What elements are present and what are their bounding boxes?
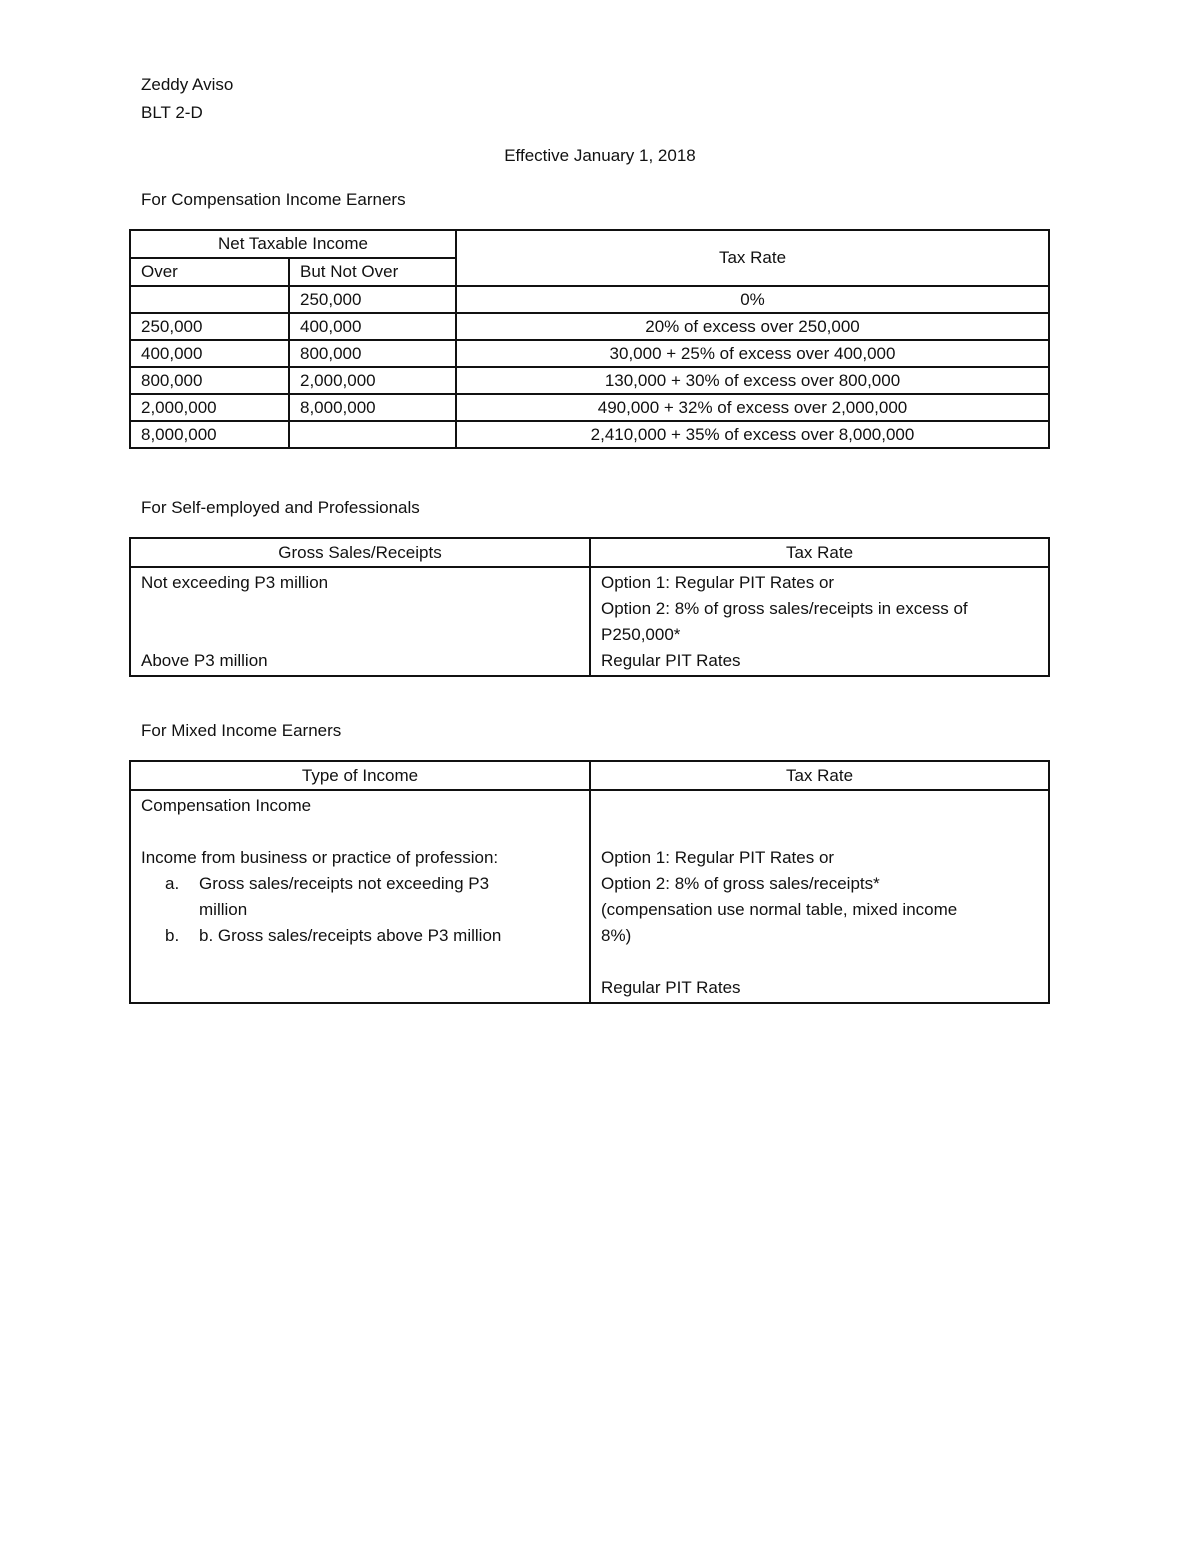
tax-rate-header: Tax Rate	[456, 230, 1049, 286]
item-a-text: Gross sales/receipts not exceeding P3	[199, 874, 490, 893]
item-a-text-cont: million	[199, 900, 248, 919]
compensation-section-title: For Compensation Income Earners	[141, 190, 406, 209]
compensation-note-cont: 8%)	[601, 926, 632, 945]
not-over-cell: 2,000,000	[289, 367, 456, 394]
type-of-income-cell	[130, 790, 590, 1003]
table-row	[130, 394, 1049, 421]
net-taxable-income-header: Net Taxable Income	[130, 230, 456, 258]
rate-cell: 20% of excess over 250,000	[456, 313, 1049, 340]
effective-date: Effective January 1, 2018	[504, 146, 696, 165]
compensation-note: (compensation use normal table, mixed income	[601, 900, 958, 919]
item-b-text: b. Gross sales/receipts above P3 million	[199, 926, 502, 945]
list-item	[141, 923, 579, 949]
table-row	[130, 421, 1049, 448]
over-cell: 400,000	[130, 340, 289, 367]
not-exceeding-3m: Not exceeding P3 million	[141, 573, 329, 592]
table-row	[130, 340, 1049, 367]
tax-rate-cell	[590, 567, 1049, 676]
over-cell: 2,000,000	[130, 394, 289, 421]
over-header: Over	[130, 258, 289, 286]
tax-rate-header: Tax Rate	[590, 538, 1049, 567]
mixed-tax-table	[129, 760, 1050, 1004]
over-cell: 250,000	[130, 313, 289, 340]
option-1-text: Option 1: Regular PIT Rates or	[601, 848, 835, 867]
author-name: Zeddy Aviso	[141, 75, 234, 94]
rate-cell: 0%	[456, 286, 1049, 313]
gross-sales-cell	[130, 567, 590, 676]
above-3m: Above P3 million	[141, 651, 268, 670]
mixed-body-row	[130, 790, 1049, 1003]
mixed-header-row	[130, 761, 1049, 790]
not-over-cell: 8,000,000	[289, 394, 456, 421]
self-employed-header-row	[130, 538, 1049, 567]
table-row	[130, 286, 1049, 313]
over-cell	[130, 286, 289, 313]
compensation-header-row	[130, 230, 1049, 258]
self-employed-body-row	[130, 567, 1049, 676]
but-not-over-header: But Not Over	[289, 258, 456, 286]
mixed-tax-rate-cell	[590, 790, 1049, 1003]
self-employed-tax-table	[129, 537, 1050, 677]
rate-cell: 2,410,000 + 35% of excess over 8,000,000	[456, 421, 1049, 448]
regular-pit-rates: Regular PIT Rates	[601, 978, 741, 997]
rate-cell: 130,000 + 30% of excess over 800,000	[456, 367, 1049, 394]
regular-pit-rates: Regular PIT Rates	[601, 651, 741, 670]
option-2-text: Option 2: 8% of gross sales/receipts*	[601, 874, 880, 893]
compensation-income-label: Compensation Income	[141, 796, 312, 815]
rate-cell: 490,000 + 32% of excess over 2,000,000	[456, 394, 1049, 421]
rate-cell: 30,000 + 25% of excess over 400,000	[456, 340, 1049, 367]
list-item-continuation	[141, 897, 579, 923]
list-marker-b: b.	[165, 926, 180, 945]
gross-sales-header: Gross Sales/Receipts	[130, 538, 590, 567]
compensation-tax-table	[129, 229, 1050, 449]
not-over-cell	[289, 421, 456, 448]
self-employed-section-title: For Self-employed and Professionals	[141, 498, 420, 517]
option-2-text: Option 2: 8% of gross sales/receipts in excess of	[601, 599, 968, 618]
not-over-cell: 800,000	[289, 340, 456, 367]
option-1-text: Option 1: Regular PIT Rates or	[601, 573, 835, 592]
list-item	[141, 871, 579, 897]
table-row	[130, 313, 1049, 340]
over-cell: 800,000	[130, 367, 289, 394]
option-2-threshold: P250,000*	[601, 625, 681, 644]
list-marker-a: a.	[165, 874, 180, 893]
mixed-section-title: For Mixed Income Earners	[141, 721, 342, 740]
not-over-cell: 250,000	[289, 286, 456, 313]
not-over-cell: 400,000	[289, 313, 456, 340]
table-row	[130, 367, 1049, 394]
tax-rate-header: Tax Rate	[590, 761, 1049, 790]
over-cell: 8,000,000	[130, 421, 289, 448]
business-income-label: Income from business or practice of profession:	[141, 848, 499, 867]
class-section: BLT 2-D	[141, 103, 203, 122]
type-of-income-header: Type of Income	[130, 761, 590, 790]
